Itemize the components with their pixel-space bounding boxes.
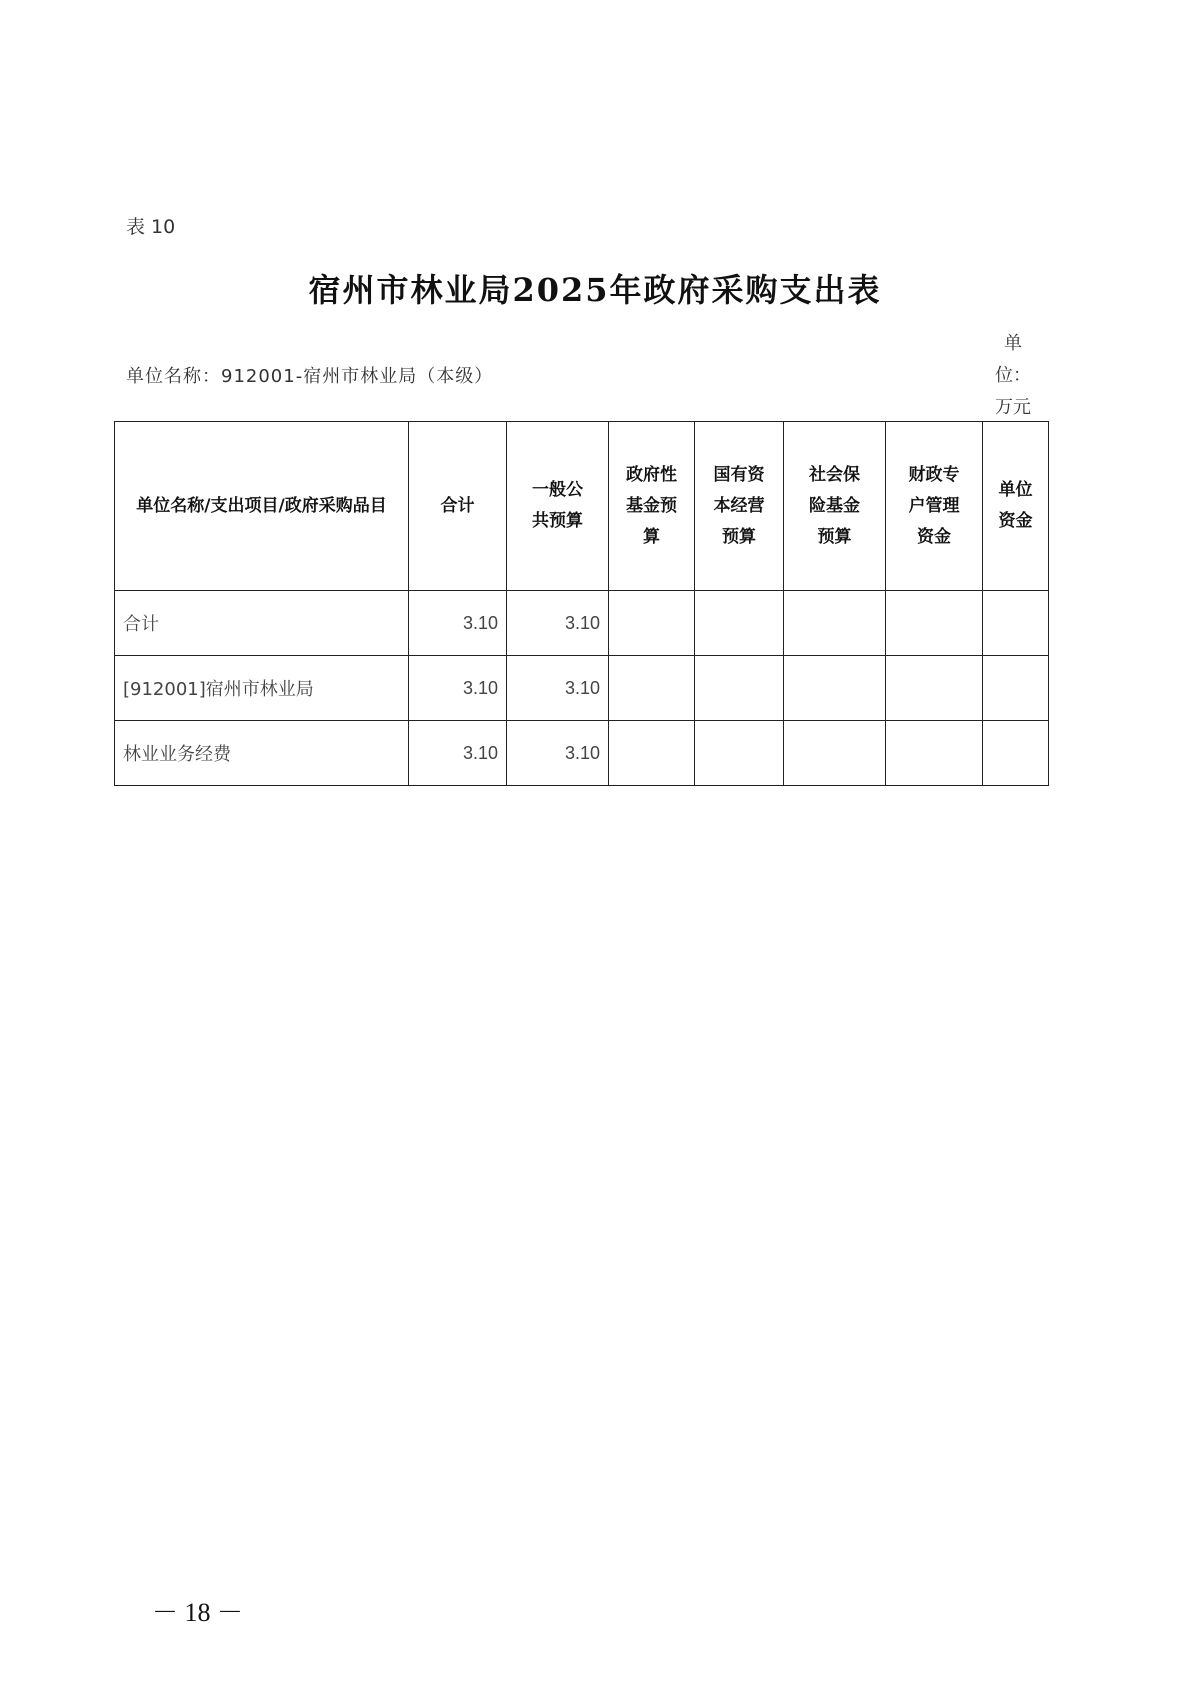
unit-fund-cell bbox=[983, 591, 1049, 656]
unit-fund-cell bbox=[983, 656, 1049, 721]
column-header-total: 合计 bbox=[409, 422, 507, 591]
gov-fund-cell bbox=[609, 656, 695, 721]
column-header-special-account-funds: 财政专户管理资金 bbox=[886, 422, 983, 591]
column-header-gov-fund-budget: 政府性基金预算 bbox=[609, 422, 695, 591]
gov-fund-cell bbox=[609, 721, 695, 786]
page-number: － 18 － bbox=[152, 1598, 244, 1627]
column-header-social-insurance-budget: 社会保险基金预算 bbox=[784, 422, 886, 591]
total-cell: 3.10 bbox=[409, 656, 507, 721]
unit-fund-cell bbox=[983, 721, 1049, 786]
row-name-cell: [912001]宿州市林业局 bbox=[115, 656, 409, 721]
state-capital-cell bbox=[695, 721, 784, 786]
general-budget-cell: 3.10 bbox=[507, 591, 609, 656]
social-insurance-cell bbox=[784, 656, 886, 721]
column-header-state-capital-budget: 国有资本经营预算 bbox=[695, 422, 784, 591]
social-insurance-cell bbox=[784, 591, 886, 656]
general-budget-cell: 3.10 bbox=[507, 721, 609, 786]
gov-fund-cell bbox=[609, 591, 695, 656]
procurement-expenditure-table bbox=[114, 421, 1049, 786]
table-row-total bbox=[115, 591, 1049, 656]
special-account-cell bbox=[886, 591, 983, 656]
row-name-cell: 合计 bbox=[115, 591, 409, 656]
special-account-cell bbox=[886, 656, 983, 721]
row-name-cell: 林业业务经费 bbox=[115, 721, 409, 786]
special-account-cell bbox=[886, 721, 983, 786]
unit-name-label: 单位名称：912001-宿州市林业局（本级） bbox=[126, 366, 494, 387]
column-header-general-budget: 一般公共预算 bbox=[507, 422, 609, 591]
table-row-item bbox=[115, 721, 1049, 786]
state-capital-cell bbox=[695, 656, 784, 721]
table-header-row bbox=[115, 422, 1049, 591]
table-row-unit bbox=[115, 656, 1049, 721]
page-title: 宿州市林业局2025年政府采购支出表 bbox=[308, 271, 882, 309]
total-cell: 3.10 bbox=[409, 591, 507, 656]
unit-of-measure-label: 单位：万元 bbox=[995, 333, 1031, 418]
column-header-item-name: 单位名称/支出项目/政府采购品目 bbox=[115, 422, 409, 591]
social-insurance-cell bbox=[784, 721, 886, 786]
table-number-label: 表 10 bbox=[126, 216, 176, 238]
general-budget-cell: 3.10 bbox=[507, 656, 609, 721]
state-capital-cell bbox=[695, 591, 784, 656]
total-cell: 3.10 bbox=[409, 721, 507, 786]
column-header-unit-funds: 单位资金 bbox=[983, 422, 1049, 591]
